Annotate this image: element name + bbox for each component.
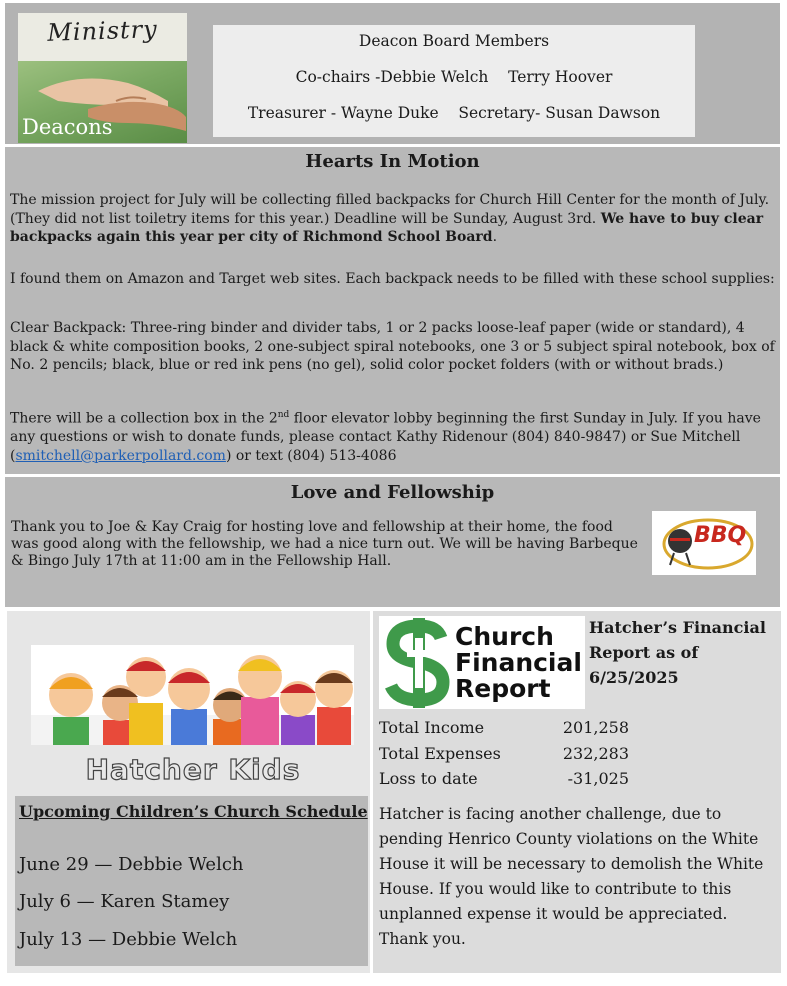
logo-word-financial: Financial bbox=[455, 648, 582, 677]
finance-row-value: -31,025 bbox=[567, 769, 629, 788]
board-officers: Treasurer - Wayne Duke Secretary- Susan Dawson bbox=[247, 104, 661, 122]
finance-row-label: Total Income bbox=[379, 718, 485, 737]
love-fellowship-section bbox=[5, 477, 780, 607]
hearts-p1-end: . bbox=[492, 229, 498, 245]
love-text: Thank you to Joe & Kay Craig for hosting love and fellowship at their home, the food was good along with the fellowship, we had a nice turn out. We will be having Barbeque & Bingo July 17th at 11:00 am in the Fellowship Hall. bbox=[11, 519, 638, 569]
schedule-item: July 6 — Karen Stamey bbox=[19, 891, 230, 912]
hatcher-kids-title: Hatcher Kids bbox=[85, 753, 301, 786]
deacon-board-box bbox=[213, 25, 695, 137]
logo-word-report: Report bbox=[455, 674, 551, 703]
hearts-p4-a: There will be a collection box in the 2 bbox=[10, 410, 278, 427]
hatcher-kids-section bbox=[7, 611, 370, 973]
hearts-p4-sup: nd bbox=[277, 410, 290, 420]
financial-report-section bbox=[373, 611, 781, 973]
love-title: Love and Fellowship bbox=[290, 482, 495, 503]
schedule-heading: Upcoming Children’s Church Schedule bbox=[19, 802, 368, 821]
hands-photo bbox=[18, 61, 187, 143]
schedule-item: June 29 — Debbie Welch bbox=[19, 854, 244, 875]
logo-word-church: Church bbox=[455, 622, 554, 651]
childrens-schedule-box bbox=[15, 796, 368, 966]
finance-row-label: Loss to date bbox=[379, 769, 478, 788]
hearts-p1-bold: We have to buy clear backpacks again this year per city of Richmond School Board bbox=[10, 210, 764, 245]
hearts-p4-b: floor elevator lobby beginning the first Sunday in July. If you have any questions or wish to donate funds, please contact Kathy Ridenour (804) 840-9847) or Sue Mitchell ( bbox=[10, 410, 761, 464]
church-financial-report-logo bbox=[379, 616, 585, 709]
ministry-label: Ministry bbox=[46, 15, 159, 47]
hearts-title: Hearts In Motion bbox=[305, 151, 480, 172]
financial-appeal-text: Hatcher is facing another challenge, due to pending Henrico County violations on the White House it will be necessary to demolish the White House. If you would like to contribute to this unplanned expense it would be appreciated. Thank you. bbox=[379, 805, 764, 948]
hearts-paragraph-4 bbox=[10, 406, 775, 465]
bbq-logo bbox=[652, 511, 756, 575]
board-cochairs: Co-chairs -Debbie Welch Terry Hoover bbox=[295, 68, 613, 86]
financial-report-heading: Hatcher’s Financial Report as of 6/25/2025 bbox=[589, 618, 766, 687]
finance-row-label: Total Expenses bbox=[379, 744, 501, 763]
deacons-ministry-image bbox=[18, 13, 187, 143]
hearts-paragraph-2: I found them on Amazon and Target web sites. Each backpack needs to be filled with these school supplies: bbox=[10, 271, 775, 287]
hearts-p4-c: ) or text (804) 513-4086 bbox=[225, 447, 397, 464]
hearts-paragraph-3: Clear Backpack: Three-ring binder and divider tabs, 1 or 2 packs loose-leaf paper (wide or standard), 4 black & white composition books, 2 one-subject spiral notebooks, one 3 or 5 subject spiral notebook, box of No. 2 pencils; black, blue or red ink pens (no gel), solid color pocket folders (with or without brads.) bbox=[10, 320, 775, 373]
bbq-label: BBQ bbox=[694, 523, 747, 548]
hearts-paragraph-1 bbox=[10, 191, 775, 247]
deacons-section bbox=[5, 3, 780, 144]
kids-illustration bbox=[31, 645, 354, 745]
hearts-in-motion-section bbox=[5, 147, 780, 474]
dollar-cross-icon bbox=[379, 616, 459, 709]
board-title: Deacon Board Members bbox=[358, 32, 550, 50]
logo-words bbox=[455, 624, 582, 702]
deacons-label: Deacons bbox=[22, 115, 113, 139]
finance-row-value: 232,283 bbox=[562, 744, 629, 763]
contact-email-link[interactable]: smitchell@parkerpollard.com bbox=[15, 447, 226, 464]
ministry-banner bbox=[18, 13, 187, 61]
kids-faces-icon bbox=[31, 645, 354, 745]
finance-row-value: 201,258 bbox=[562, 718, 629, 737]
hearts-p1-text: The mission project for July will be collecting filled backpacks for Church Hill Center for the month of July. (They did not list toiletry items for this year.) Deadline will be Sunday, August 3rd. bbox=[10, 192, 770, 227]
schedule-item: July 13 — Debbie Welch bbox=[19, 929, 238, 950]
